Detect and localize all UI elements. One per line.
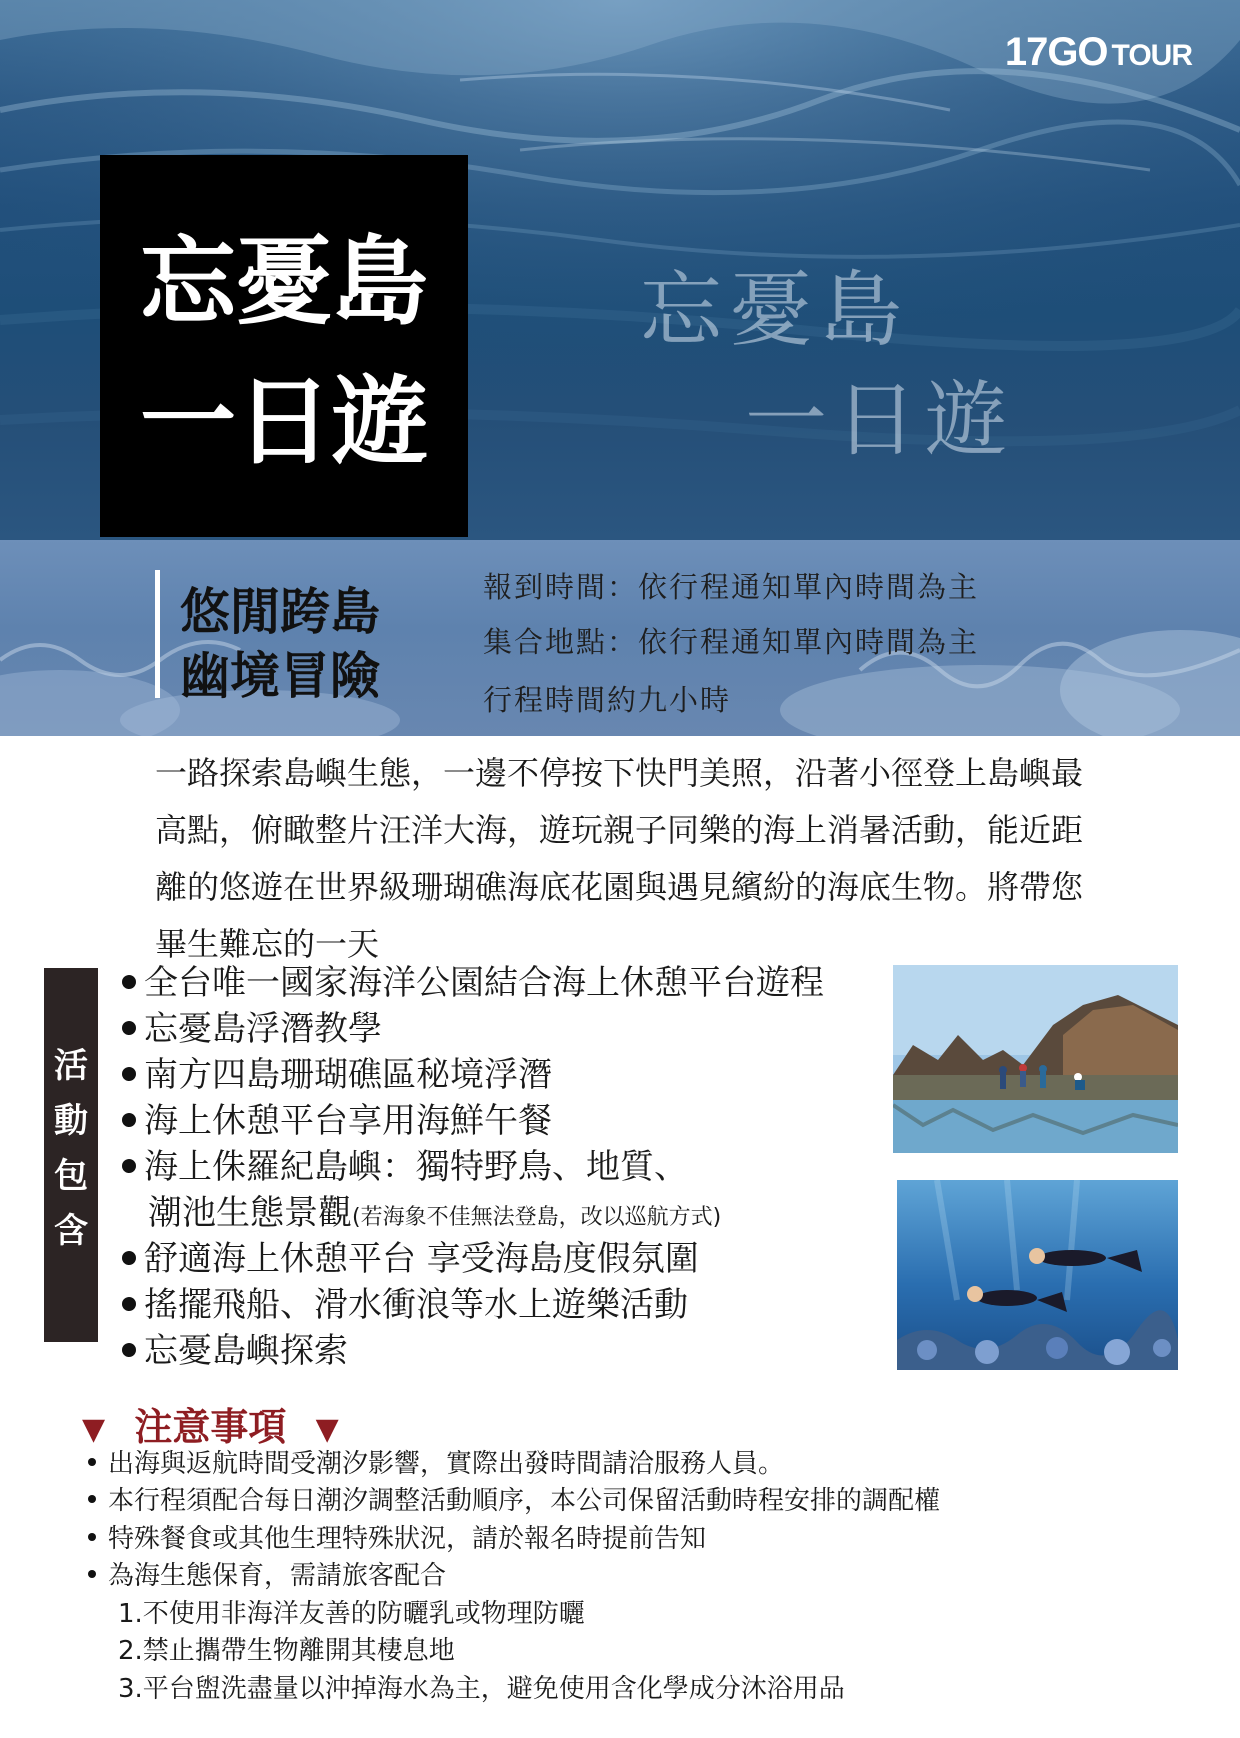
bullet-icon <box>88 1533 96 1541</box>
bullet-icon <box>122 1343 136 1357</box>
activities-tab-char: 動 <box>54 1101 88 1141</box>
notes-title: 注意事項 <box>134 1405 287 1449</box>
bullet-icon <box>88 1458 96 1466</box>
activity-item: 全台唯一國家海洋公園結合海上休憩平台遊程 <box>122 960 824 1006</box>
title-box <box>100 155 468 537</box>
bullet-icon <box>122 1021 136 1035</box>
bullet-icon <box>122 975 136 989</box>
activity-item: 忘憂島浮潛教學 <box>122 1006 382 1052</box>
bullet-icon <box>88 1495 96 1503</box>
intro-line: 畢生難忘的一天 <box>155 925 380 963</box>
info-checkin: 報到時間：依行程通知單內時間為主 <box>483 570 980 604</box>
note-item: 出海與返航時間受潮汐影響，實際出發時間請洽服務人員。 <box>88 1443 784 1480</box>
slogan-line2: 幽境冒險 <box>180 646 380 705</box>
activity-note: (若海象不佳無法登島，改以巡航方式) <box>352 1205 722 1230</box>
activity-item: 海上侏羅紀島嶼：獨特野鳥、地質、 <box>122 1144 688 1190</box>
activities-tab <box>44 968 98 1342</box>
activity-item: 海上休憩平台享用海鮮午餐 <box>122 1098 552 1144</box>
activity-item: 南方四島珊瑚礁區秘境浮潛 <box>122 1052 552 1098</box>
bullet-icon <box>122 1113 136 1127</box>
tidepool-image <box>893 965 1178 1153</box>
ghost-title-line2: 一日遊 <box>745 373 1016 468</box>
bullet-icon <box>122 1067 136 1081</box>
note-sub-item: 1.不使用非海洋友善的防曬乳或物理防曬 <box>118 1599 585 1629</box>
activity-item: 忘憂島嶼探索 <box>122 1328 348 1374</box>
snorkel-image <box>897 1180 1178 1370</box>
ghost-title-line1: 忘憂島 <box>640 263 911 358</box>
activity-item-continuation: 潮池生態景觀(若海象不佳無法登島，改以巡航方式) <box>148 1193 722 1233</box>
title-line2: 一日遊 <box>140 365 428 478</box>
activity-item: 搖擺飛船、滑水衝浪等水上遊樂活動 <box>122 1282 688 1328</box>
slogan-divider <box>155 570 160 698</box>
intro-line: 離的悠遊在世界級珊瑚礁海底花園與遇見繽紛的海底生物。將帶您 <box>155 868 1084 906</box>
info-duration: 行程時間約九小時 <box>483 683 732 717</box>
note-sub-item: 2.禁止攜帶生物離開其棲息地 <box>118 1636 455 1666</box>
note-sub-item: 3.平台盥洗盡量以沖掉海水為主，避免使用含化學成分沐浴用品 <box>118 1674 845 1704</box>
intro-line: 一路探索島嶼生態，一邊不停按下快門美照，沿著小徑登上島嶼最 <box>155 754 1084 792</box>
intro-paragraph <box>155 745 1165 973</box>
logo-tour: TOUR <box>1111 39 1192 72</box>
triangle-down-icon: ▼ <box>315 1412 339 1447</box>
note-item: 特殊餐食或其他生理特殊狀況，請於報名時提前告知 <box>88 1518 706 1555</box>
note-item: 為海生態保育，需請旅客配合 <box>88 1555 446 1592</box>
activities-tab-char: 活 <box>54 1046 88 1086</box>
note-item: 本行程須配合每日潮汐調整活動順序，本公司保留活動時程安排的調配權 <box>88 1480 940 1517</box>
activities-tab-char: 包 <box>54 1156 88 1196</box>
brand-logo <box>1005 30 1192 75</box>
activities-tab-char: 含 <box>54 1211 88 1251</box>
bullet-icon <box>122 1251 136 1265</box>
snorkel-photo <box>897 1180 1178 1370</box>
logo-number: 17GO <box>1004 30 1108 74</box>
tidepool-photo <box>893 965 1178 1153</box>
bullet-icon <box>122 1159 136 1173</box>
info-meeting: 集合地點：依行程通知單內時間為主 <box>483 625 980 659</box>
bullet-icon <box>122 1297 136 1311</box>
activity-item: 舒適海上休憩平台 享受海島度假氛圍 <box>122 1236 699 1282</box>
slogan-line1: 悠閒跨島 <box>180 582 380 641</box>
intro-line: 高點，俯瞰整片汪洋大海，遊玩親子同樂的海上消暑活動，能近距 <box>155 811 1084 849</box>
title-line1: 忘憂島 <box>140 225 428 338</box>
bullet-icon <box>88 1570 96 1578</box>
triangle-down-icon: ▼ <box>82 1412 106 1447</box>
